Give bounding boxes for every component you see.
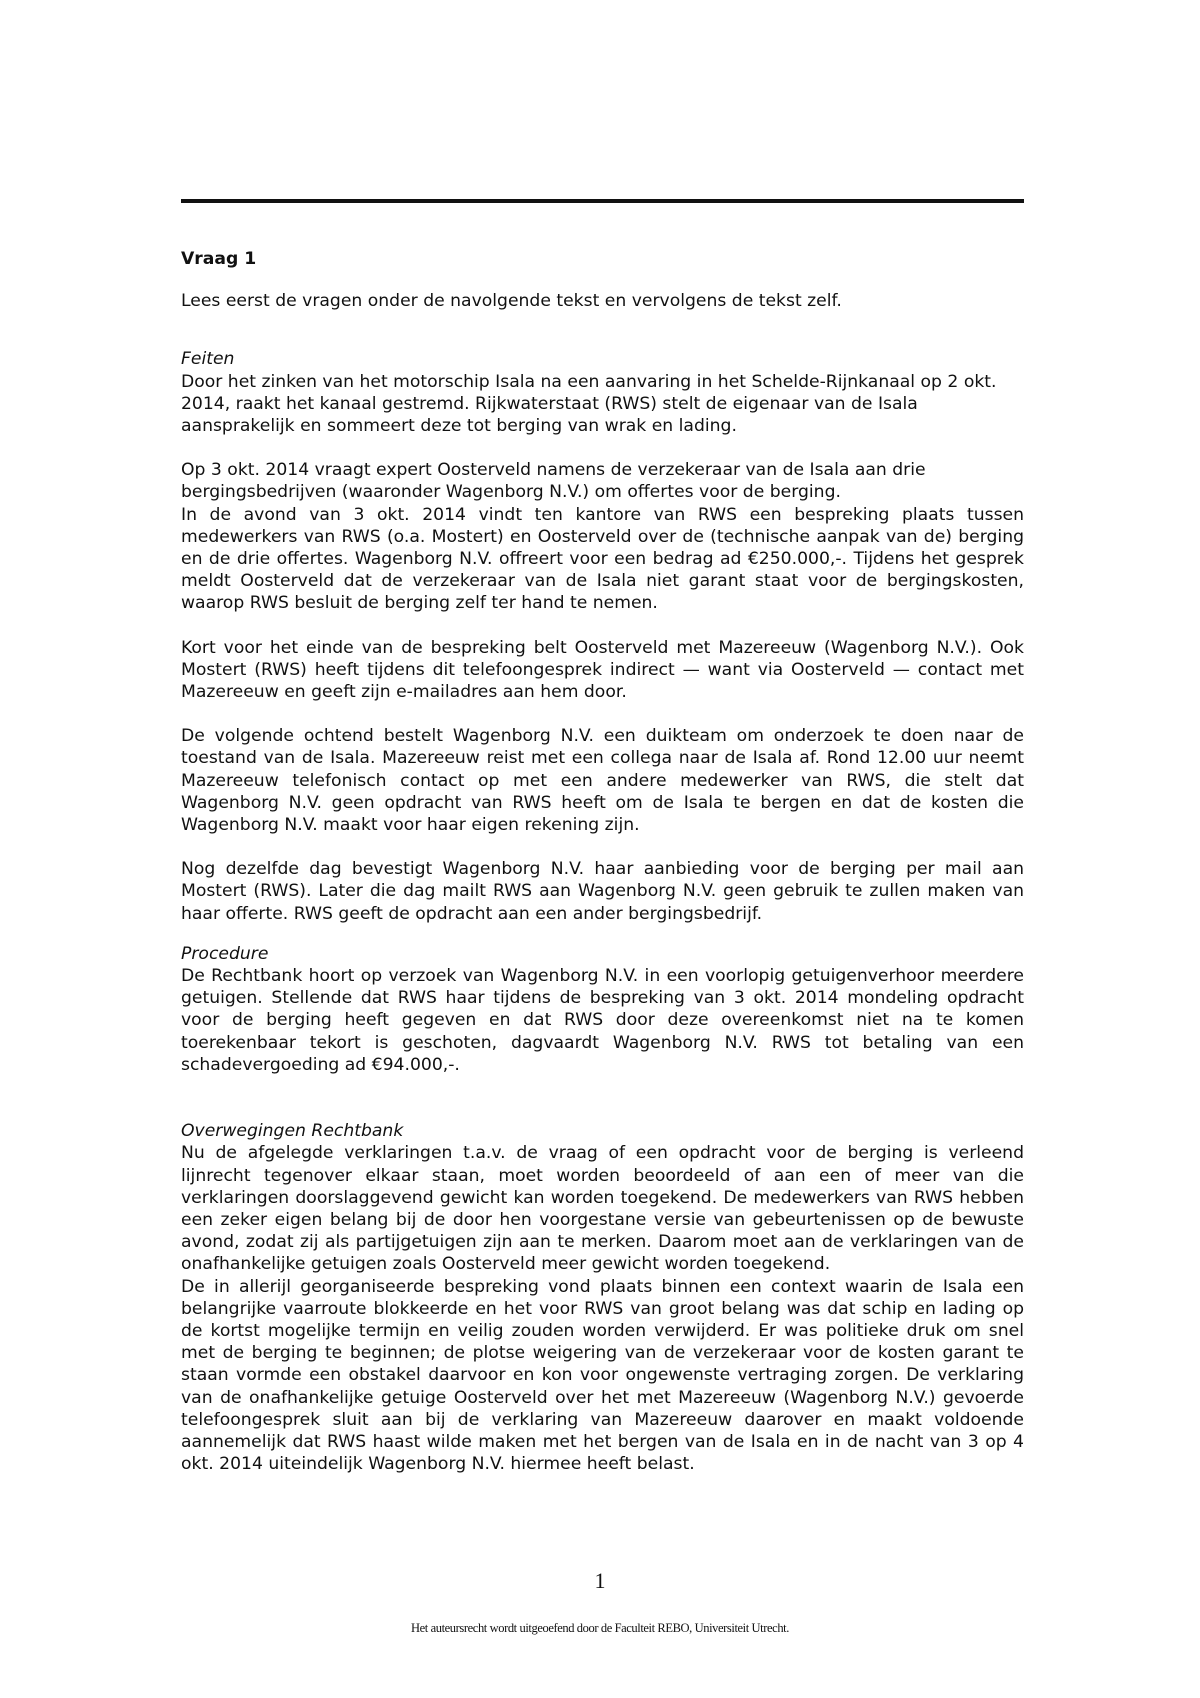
question-heading: Vraag 1 [181,249,257,269]
feiten-paragraph-3: In de avond van 3 okt. 2014 vindt ten kantore van RWS een bespreking plaats tussen medewerkers van RWS (o.a. Mostert) en Oosterveld over de (technische aanpak van de) berging en de drie offertes. Wagenborg N.V. offreert voor een bedrag ad €250.000,-. Tijdens het gesprek meldt Oosterveld dat de verzekeraar van de Isala niet garant staat voor de bergingskosten, waarop RWS besluit de berging zelf ter hand te nemen. [181,504,1024,614]
top-rule [181,199,1024,203]
overwegingen-paragraph-2: De in allerijl georganiseerde bespreking vond plaats binnen een context waarin de Isala een belangrijke vaarroute blokkeerde en het voor RWS van groot belang was dat schip en lading op de kortst mogelijke termijn en veilig zouden worden verwijderd. Er was politieke druk om snel met de berging te beginnen; de plotse weigering van de verzekeraar voor de kosten garant te staan vormde een obstakel daarvoor en kon voor ongewenste vertraging zorgen. De verklaring van de onafhankelijke getuige Oosterveld over het met Mazereeuw (Wagenborg N.V.) gevoerde telefoongesprek sluit aan bij de verklaring van Mazereeuw daarover en maakt voldoende aannemelijk dat RWS haast wilde maken met het bergen van de Isala en in de nacht van 3 op 4 okt. 2014 uiteindelijk Wagenborg N.V. hiermee heeft belast. [181,1276,1024,1475]
intro-text: Lees eerst de vragen onder de navolgende tekst en vervolgens de tekst zelf. [181,291,842,312]
section-title-overwegingen: Overwegingen Rechtbank [181,1121,404,1142]
document-content [181,248,1024,1475]
procedure-paragraph: De Rechtbank hoort op verzoek van Wagenborg N.V. in een voorlopig getuigenverhoor meerdere getuigen. Stellende dat RWS haar tijdens de bespreking van 3 okt. 2014 mondeling opdracht voor de berging heeft gegeven en dat RWS door deze overeenkomst niet na te komen toerekenbaar tekort is geschoten, dagvaardt Wagenborg N.V. RWS tot betaling van een schadevergoeding ad €94.000,-. [181,966,1024,1075]
feiten-paragraph-1: Door het zinken van het motorschip Isala na een aanvaring in het Schelde-Rijnkanaal op 2 okt. 2014, raakt het kanaal gestremd. Rijkwaterstaat (RWS) stelt de eigenaar van de Isala aansprakelijk en sommeert deze tot berging van wrak en lading. [181,371,997,437]
copyright-footer: Het auteursrecht wordt uitgeoefend door de Faculteit REBO, Universiteit Utrecht. [411,1621,789,1635]
overwegingen-paragraph-1: Nu de afgelegde verklaringen t.a.v. de vraag of een opdracht voor de berging is verleend lijnrecht tegenover elkaar staan, moet worden beoordeeld of aan een of meer van die verklaringen doorslaggevend gewicht kan worden toegekend. De medewerkers van RWS hebben een zeker eigen belang bij de door hen voorgestane versie van gebeurtenissen op de bewuste avond, zodat zij als partijgetuigen zijn aan te merken. Daarom moet aan de verklaringen van de onafhankelijke getuigen zoals Oosterveld meer gewicht worden toegekend. [181,1143,1024,1275]
feiten-paragraph-6: Nog dezelfde dag bevestigt Wagenborg N.V. haar aanbieding voor de berging per mail aan Mostert (RWS). Later die dag mailt RWS aan Wagenborg N.V. geen gebruik te zullen maken van haar offerte. RWS geeft de opdracht aan een ander bergingsbedrijf. [181,859,1024,924]
section-title-procedure: Procedure [181,943,269,964]
feiten-paragraph-4: Kort voor het einde van de bespreking belt Oosterveld met Mazereeuw (Wagenborg N.V.). Ook Mostert (RWS) heeft tijdens dit telefoongesprek indirect — want via Oosterveld — contact met Mazereeuw en geeft zijn e-mailadres aan hem door. [181,637,1024,703]
feiten-paragraph-2: Op 3 okt. 2014 vraagt expert Oosterveld namens de verzekeraar van de Isala aan drie bergingsbedrijven (waaronder Wagenborg N.V.) om offertes voor de berging. [181,460,926,503]
section-title-feiten: Feiten [181,349,235,370]
page-number: 1 [594,1568,606,1593]
feiten-paragraph-5: De volgende ochtend bestelt Wagenborg N.V. een duikteam om onderzoek te doen naar de toestand van de Isala. Mazereeuw reist met een collega naar de Isala af. Rond 12.00 uur neemt Mazereeuw telefonisch contact op met een andere medewerker van RWS, die stelt dat Wagenborg N.V. geen opdracht van RWS heeft om de Isala te bergen en dat de kosten die Wagenborg N.V. maakt voor haar eigen rekening zijn. [181,726,1024,836]
